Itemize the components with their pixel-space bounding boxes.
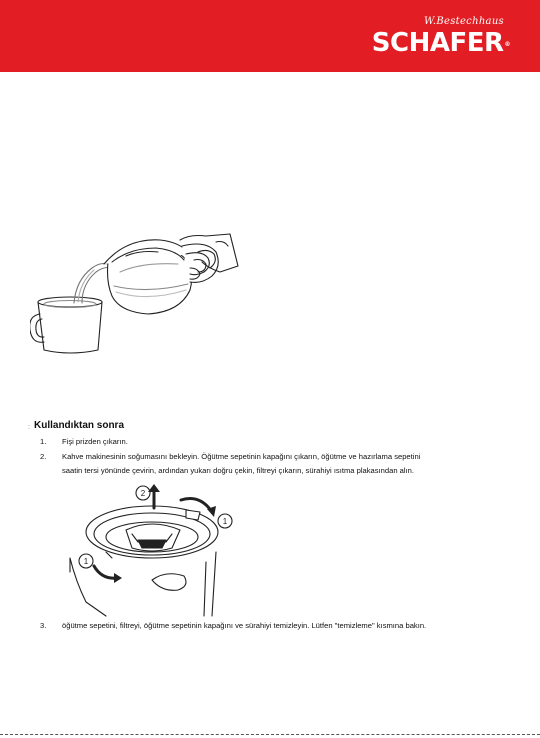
brand-name (372, 30, 510, 56)
section-marker: : (28, 424, 30, 431)
brand-registered-mark: ® (504, 41, 510, 48)
brew-basket-removal-illustration (66, 482, 246, 618)
step-text: saatin tersi yönünde çevirin, ardından yukarı doğru çekin, filtreyi çıkarın, sürahiyi ısıtma plakasından alın. (62, 466, 415, 475)
header-bar (0, 0, 540, 72)
diagram-marker: 1 (222, 517, 228, 526)
brand-logo (372, 18, 510, 56)
step-number: 1. (40, 437, 47, 446)
brand-name-text: SCHAFER (371, 28, 504, 58)
step-number: 3. (40, 621, 47, 630)
section-title: Kullandıktan sonra (34, 420, 125, 431)
step-number: 2. (40, 452, 47, 461)
step-text: Fişi prizden çıkarın. (62, 437, 128, 446)
step-text: öğütme sepetini, filtreyi, öğütme sepetinin kapağını ve sürahiyi temizleyin. Lütfen "temizleme" kısmına bakın. (62, 621, 427, 630)
diagram-marker: 2 (140, 489, 146, 498)
step-text: Kahve makinesinin soğumasını bekleyin. Öğütme sepetinin kapağını çıkarın, öğütme ve hazırlama sepetini (62, 452, 421, 461)
footer-divider (0, 734, 540, 735)
brand-script: W.Bestechhaus (424, 16, 504, 27)
diagram-marker: 1 (83, 557, 89, 566)
pouring-illustration (30, 232, 240, 357)
